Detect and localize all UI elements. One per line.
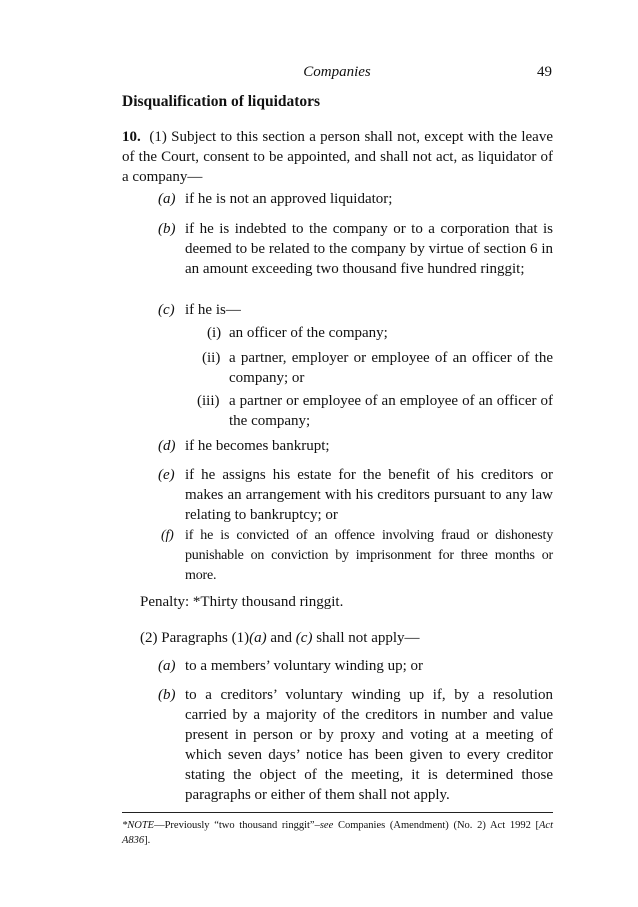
item-mark: (e) <box>158 467 175 483</box>
penalty-line: Penalty: *Thirty thousand ringgit. <box>140 594 344 610</box>
page-header <box>122 64 552 84</box>
item-text: to a members’ voluntary winding up; or <box>185 658 424 674</box>
list-item-e <box>158 465 553 525</box>
subsection-2-tail: shall not apply— <box>312 630 420 646</box>
item-text: if he becomes bankrupt; <box>185 438 330 454</box>
page-number: 49 <box>537 64 552 80</box>
item-text: to a creditors’ voluntary winding up if, by a resolution carried by a majority of the creditors in number and value present in person or by proxy and voting at a meeting of which seven days’ notice has been given to every creditor stating the object of the meeting, it is determined those paragraphs or either of them shall not apply. <box>185 687 553 803</box>
section-intro-text: (1) Subject to this section a person shall not, except with the leave of the Court, consent to be appointed, and shall not act, as liquidator of a company— <box>122 129 553 185</box>
sub-item-mark: (ii) <box>202 350 221 366</box>
footnote-act: Act A836 <box>122 820 554 846</box>
sub-item-text: an officer of the company; <box>229 325 388 341</box>
sub-item-text: a partner or employee of an employee of an officer of the company; <box>229 393 553 429</box>
ref-and: and <box>266 630 296 646</box>
running-title: Companies <box>303 64 371 80</box>
subsection-2 <box>140 630 420 647</box>
ref-a: (a) <box>249 630 267 646</box>
list-item-b <box>158 219 553 279</box>
item-mark: (a) <box>158 191 176 207</box>
footnote-text-3: ]. <box>144 835 151 846</box>
item-text: if he is not an approved liquidator; <box>185 191 393 207</box>
item-mark: (b) <box>158 687 176 703</box>
sub-item-iii <box>197 391 553 431</box>
item-mark: (b) <box>158 221 176 237</box>
list-item-a <box>158 189 553 209</box>
footnote-text-2: Companies (Amendment) (No. 2) Act 1992 [ <box>333 820 540 831</box>
ref-c: (c) <box>295 630 313 646</box>
list-item-c <box>158 300 553 320</box>
footnote-rule <box>122 812 553 813</box>
item-mark: (c) <box>158 302 175 318</box>
section-heading: Disqualification of liquidators <box>122 93 321 110</box>
item-mark: (a) <box>158 658 176 674</box>
list-item-d <box>158 436 553 456</box>
item-text: if he is convicted of an offence involving fraud or dishonesty punishable on conviction by imprisonment for three months or more. <box>185 528 553 583</box>
list-item-f <box>158 526 553 586</box>
sub-item-text: a partner, employer or employee of an officer of the company; or <box>229 350 553 386</box>
item-text: if he is indebted to the company or to a corporation that is deemed to be related to the company by virtue of section 6 in an amount exceeding two thousand five hundred ringgit; <box>185 221 553 277</box>
sub-item-i <box>207 323 553 343</box>
subsection-2-lead: (2) Paragraphs (1) <box>140 630 250 646</box>
sub-item-mark: (iii) <box>197 393 220 409</box>
item-mark: (f) <box>161 528 174 543</box>
item-text: if he is— <box>185 302 241 318</box>
list-item-2b <box>158 685 553 805</box>
section-10-intro <box>122 127 553 187</box>
list-item-2a <box>158 656 553 676</box>
item-text: if he assigns his estate for the benefit of his creditors or makes an arrangement with his creditors pursuant to any law relating to bankruptcy; or <box>185 467 553 523</box>
item-mark: (d) <box>158 438 176 454</box>
footnote-text-1: —Previously “two thousand ringgit”– <box>154 820 320 831</box>
section-number: 10. <box>122 129 141 145</box>
sub-item-ii <box>202 348 553 388</box>
footnote-label: *NOTE <box>122 820 155 831</box>
footnote-see: see <box>319 820 334 831</box>
sub-item-mark: (i) <box>207 325 222 341</box>
footnote <box>122 818 553 848</box>
